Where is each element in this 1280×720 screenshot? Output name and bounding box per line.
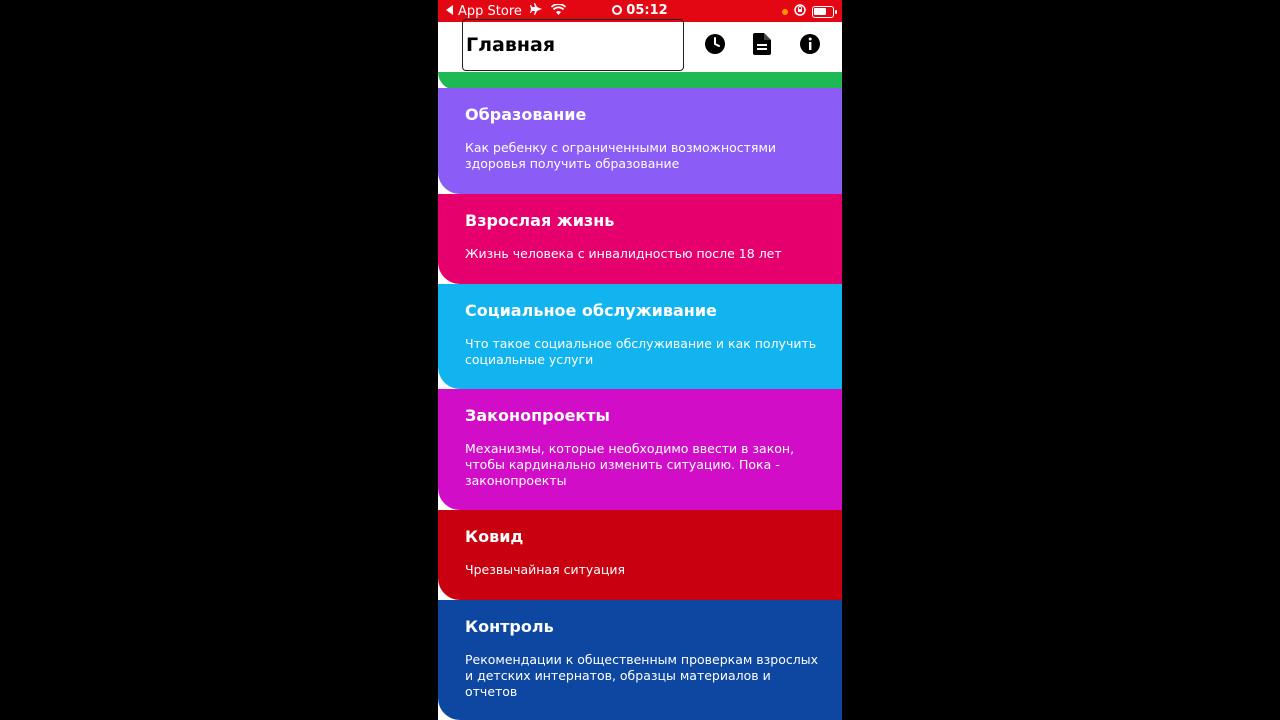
documents-button[interactable] bbox=[750, 34, 774, 58]
card-title: Образование bbox=[465, 105, 587, 124]
card-title: Ковид bbox=[465, 527, 524, 546]
card-title: Контроль bbox=[465, 617, 554, 636]
card-covid[interactable] bbox=[438, 510, 842, 600]
page-title: Главная bbox=[462, 19, 684, 71]
card-title: Законопроекты bbox=[465, 406, 611, 425]
battery-icon bbox=[812, 6, 834, 18]
history-button[interactable] bbox=[703, 34, 727, 58]
rotation-lock-icon bbox=[794, 4, 806, 20]
document-icon bbox=[753, 33, 771, 59]
info-icon bbox=[799, 33, 821, 59]
app-header bbox=[438, 22, 842, 72]
screen-record-icon bbox=[612, 5, 622, 15]
card-description: Чрезвычайная ситуация bbox=[465, 562, 626, 577]
status-time: 05:12 bbox=[438, 3, 842, 18]
card-title: Взрослая жизнь bbox=[465, 211, 615, 230]
card-description: Жизнь человека с инвалидностью после 18 лет bbox=[465, 246, 782, 261]
card-control[interactable] bbox=[438, 600, 842, 720]
card-description: Рекомендации к общественным проверкам взрослых и детских интернатов, образцы материалов и отчетов bbox=[465, 652, 819, 699]
mic-indicator-icon bbox=[782, 9, 788, 15]
card-description: Как ребенку с ограниченными возможностями здоровья получить образование bbox=[465, 140, 776, 171]
card-bills[interactable] bbox=[438, 389, 842, 510]
card-adult-life[interactable] bbox=[438, 194, 842, 284]
phone-screen bbox=[438, 0, 842, 720]
status-right-indicators bbox=[782, 4, 834, 20]
card-title: Социальное обслуживание bbox=[465, 301, 717, 320]
card-description: Что такое социальное обслуживание и как получить социальные услуги bbox=[465, 336, 817, 367]
card-description: Механизмы, которые необходимо ввести в закон, чтобы кардинально изменить ситуацию. Пока - законопроекты bbox=[465, 441, 795, 488]
card-social-services[interactable] bbox=[438, 284, 842, 389]
back-app-label: App Store bbox=[458, 3, 522, 19]
clock-icon bbox=[704, 33, 726, 59]
card-education[interactable] bbox=[438, 88, 842, 194]
info-button[interactable] bbox=[798, 34, 822, 58]
